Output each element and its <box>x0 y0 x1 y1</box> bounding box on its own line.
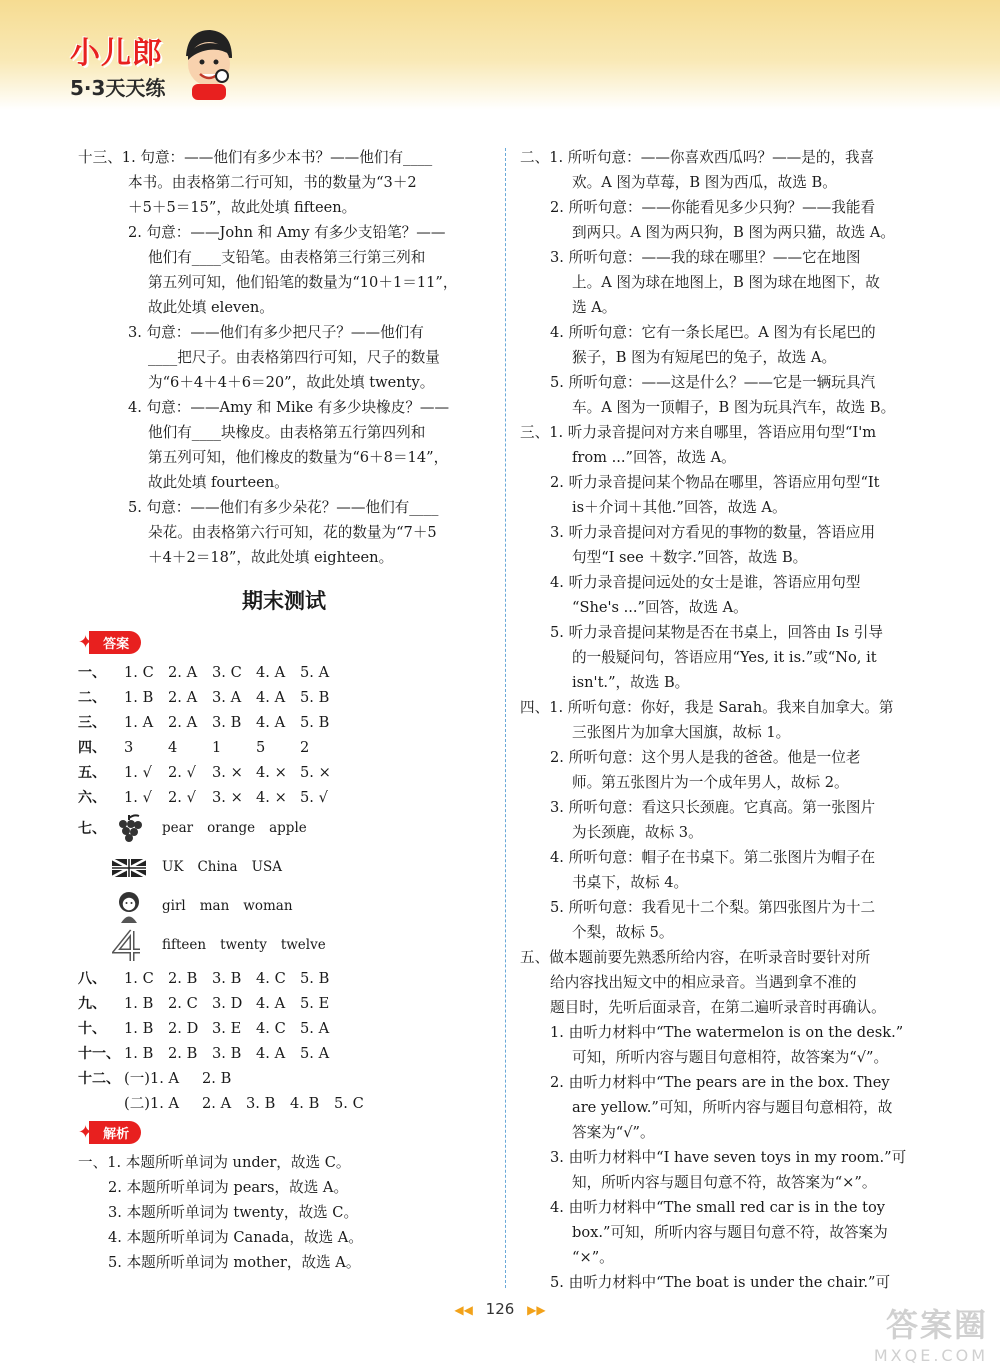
answer-row <box>78 991 490 1016</box>
answer-item: 3 <box>124 739 134 756</box>
q7-words-2: girl man woman <box>162 898 293 914</box>
text-line: “She's ...”回答，故选 A。 <box>572 599 748 616</box>
answer-row <box>78 966 490 991</box>
answer-item: 4. C <box>256 970 286 987</box>
text-line: 句型“I see ＋数字.”回答，故选 B。 <box>572 549 808 566</box>
answer-item: 5. E <box>300 995 330 1012</box>
text-line: from ...”回答，故选 A。 <box>572 449 736 466</box>
text-line: 选 A。 <box>572 299 617 316</box>
answer-row <box>78 685 490 710</box>
grapes-icon <box>112 812 146 846</box>
text-line: 二、1. 所听句意：——你喜欢西瓜吗？——是的，我喜 <box>520 149 875 166</box>
answer-item: 5. B <box>300 970 330 987</box>
brand-logo <box>58 22 248 112</box>
text-line: 4. 本题所听单词为 Canada，故选 A。 <box>108 1229 363 1246</box>
text-line: 3. 本题所听单词为 twenty，故选 C。 <box>108 1204 359 1221</box>
answer-item: 5. × <box>300 764 331 781</box>
text-line: 3. 所听句意：看这只长颈鹿。它真高。第一张图片 <box>550 799 876 816</box>
text-line: 个梨，故标 5。 <box>572 924 674 941</box>
text-line: 4. 所听句意：它有一条长尾巴。A 图为有长尾巴的 <box>550 324 876 341</box>
text-line: 十三、1. 句意：——他们有多少本书？——他们有____ <box>78 149 433 166</box>
text-line: 师。第五张图片为一个成年男人，故标 2。 <box>572 774 849 791</box>
answers-block <box>78 660 490 810</box>
q7-words-0: pear orange apple <box>162 820 307 836</box>
answer-item: 3. B <box>246 1095 276 1112</box>
text-line: 5. 所听句意：我看见十二个梨。第四张图片为十二 <box>550 899 876 916</box>
q1-analysis <box>78 1150 490 1275</box>
text-line: box.”可知，所听内容与题目句意不符，故答案为 <box>572 1224 888 1241</box>
text-line: 四、1. 所听句意：你好，我是 Sarah。我来自加拿大。第 <box>520 699 894 716</box>
q7-row <box>78 888 490 927</box>
answer-item: 5. A <box>300 1020 330 1037</box>
number-four-icon <box>112 929 146 963</box>
text-line: “×”。 <box>572 1249 614 1266</box>
arrow-left-icon: ◀◀ <box>454 1303 473 1317</box>
text-line: 为长颈鹿，故标 3。 <box>572 824 703 841</box>
text-line: 3. 所听句意：——我的球在哪里？——它在地图 <box>550 249 861 266</box>
text-line: 一、1. 本题所听单词为 under，故选 C。 <box>78 1154 351 1171</box>
answer-row <box>78 660 490 685</box>
answers-block-2 <box>78 966 490 1116</box>
answer-item: 1. B <box>124 1045 154 1062</box>
answer-item: 1. B <box>124 689 154 706</box>
right-column <box>520 145 932 1295</box>
answer-item: 1 <box>212 739 222 756</box>
answer-tag-label: 答案 <box>89 631 141 654</box>
q7-label: 七、 <box>78 821 106 837</box>
text-line: 到两只。A 图为两只狗，B 图为两只猫，故选 A。 <box>572 224 896 241</box>
answer-row <box>78 1091 490 1116</box>
watermark <box>788 1300 988 1365</box>
answer-item: 4. B <box>290 1095 320 1112</box>
text-line: 他们有____支铅笔。由表格第三行第三列和 <box>148 249 426 266</box>
text-line: 故此处填 fourteen。 <box>148 474 289 491</box>
text-line: 5. 所听句意：——这是什么？——它是一辆玩具汽 <box>550 374 876 391</box>
text-line: 5. 由听力材料中“The boat is under the chair.”可 <box>550 1274 891 1291</box>
answer-item: 2. B <box>168 1045 198 1062</box>
answer-row <box>78 1066 490 1091</box>
text-line: 2. 句意：——John 和 Amy 有多少支铅笔？—— <box>128 224 446 241</box>
q7-row <box>78 927 490 966</box>
text-line: are yellow.”可知，所听内容与题目句意相符，故 <box>572 1099 893 1116</box>
text-line: 2. 听力录音提问某个物品在哪里，答语应用句型“It <box>550 474 880 491</box>
answer-item: 4 <box>168 739 178 756</box>
answer-row <box>78 785 490 810</box>
answer-item: 4. A <box>256 664 286 681</box>
answer-item: 2. √ <box>168 764 196 781</box>
answer-item: 2 <box>300 739 310 756</box>
answer-item: 2. A <box>168 664 198 681</box>
answer-row <box>78 710 490 735</box>
q7-words-1: UK China USA <box>162 859 282 875</box>
text-line: 4. 听力录音提问远处的女士是谁，答语应用句型 <box>550 574 861 591</box>
logo-subtitle: 5·3天天练 <box>70 76 166 100</box>
left-column <box>78 145 490 1275</box>
text-line: 猴子，B 图为有短尾巴的兔子，故选 A。 <box>572 349 837 366</box>
answer-item: 4. A <box>256 995 286 1012</box>
section-title: 期末测试 <box>242 589 326 613</box>
text-line: 2. 由听力材料中“The pears are in the box. They <box>550 1074 890 1091</box>
answer-item: 3. D <box>212 995 243 1012</box>
answer-item: 4. × <box>256 789 287 806</box>
q7-row <box>78 849 490 888</box>
text-line: 3. 由听力材料中“I have seven toys in my room.”可 <box>550 1149 907 1166</box>
answer-item: 3. C <box>212 664 242 681</box>
page-number: 126 <box>485 1300 515 1318</box>
text-line: 三、1. 听力录音提问对方来自哪里，答语应用句型“I'm <box>520 424 877 441</box>
text-line: 2. 所听句意：这个男人是我的爸爸。他是一位老 <box>550 749 861 766</box>
text-line: 故此处填 eleven。 <box>148 299 274 316</box>
text-line: 4. 由听力材料中“The small red car is in the toy <box>550 1199 886 1216</box>
text-line: 车。A 图为一顶帽子，B 图为玩具汽车，故选 B。 <box>572 399 896 416</box>
answer-row <box>78 760 490 785</box>
answer-item: 3. × <box>212 764 243 781</box>
q7-block <box>78 810 490 966</box>
answer-item: 1. A <box>124 714 154 731</box>
text-line: 5. 本题所听单词为 mother，故选 A。 <box>108 1254 361 1271</box>
text-line: 的一般疑问句，答语应用“Yes, it is.”或“No, it <box>572 649 877 666</box>
text-line: 5. 听力录音提问某物是否在书桌上，回答由 Is 引导 <box>550 624 883 641</box>
text-line: 5. 句意：——他们有多少朵花？——他们有____ <box>128 499 439 516</box>
answer-row-label: 五、 <box>78 765 106 781</box>
answer-item: 2. D <box>168 1020 199 1037</box>
text-line: 三张图片为加拿大国旗，故标 1。 <box>572 724 791 741</box>
answer-item: 5. A <box>300 1045 330 1062</box>
text-line: 书桌下，故标 4。 <box>572 874 689 891</box>
answer-item: 5. √ <box>300 789 328 806</box>
answer-item: 4. A <box>256 1045 286 1062</box>
text-line: 他们有____块橡皮。由表格第五行第四列和 <box>148 424 426 441</box>
answer-item: 4. × <box>256 764 287 781</box>
mascot-boy-icon <box>178 26 238 102</box>
answer-item: 5. C <box>334 1095 364 1112</box>
text-line: ＋5＋5＝15”，故此处填 fifteen。 <box>128 199 357 216</box>
star-icon: ✦ <box>78 1121 94 1143</box>
answer-item: (二)1. A <box>124 1095 180 1112</box>
answer-item: 5. A <box>300 664 330 681</box>
answer-row-label: 一、 <box>78 665 106 681</box>
answer-item: 2. B <box>168 970 198 987</box>
watermark-sub: MXQE.COM <box>873 1346 988 1365</box>
column-divider <box>505 148 506 1288</box>
answer-row-label: 十一、 <box>78 1046 120 1062</box>
text-line: 第五列可知，他们橡皮的数量为“6＋8＝14”， <box>148 449 449 466</box>
arrow-right-icon: ▶▶ <box>527 1303 546 1317</box>
text-line: 上。A 图为球在地图上，B 图为球在地图下，故 <box>572 274 880 291</box>
answer-item: 1. C <box>124 970 154 987</box>
answer-item: 2. A <box>168 714 198 731</box>
text-line: 第五列可知，他们铅笔的数量为“10＋1＝11”， <box>148 274 458 291</box>
answer-tag <box>78 630 141 654</box>
text-line: 知，所听内容与题目句意不符，故答案为“×”。 <box>572 1174 877 1191</box>
text-line: isn't.”，故选 B。 <box>572 674 690 691</box>
text-line: 3. 听力录音提问对方看见的事物的数量，答语应用 <box>550 524 876 541</box>
answer-item: 4. C <box>256 1020 286 1037</box>
text-line: 1. 由听力材料中“The watermelon is on the desk.” <box>550 1024 904 1041</box>
text-line: ＋4＋2＝18”，故此处填 eighteen。 <box>148 549 394 566</box>
text-line: 2. 本题所听单词为 pears，故选 A。 <box>108 1179 349 1196</box>
answer-row-label: 六、 <box>78 790 106 806</box>
answer-row-label: 九、 <box>78 996 106 1012</box>
q13-explanations <box>78 145 490 570</box>
analysis-tag <box>78 1120 141 1144</box>
answer-item: 2. C <box>168 995 198 1012</box>
answer-row-label: 八、 <box>78 971 106 987</box>
answer-item: 5. B <box>300 714 330 731</box>
answer-item: 5. B <box>300 689 330 706</box>
answer-item: 2. √ <box>168 789 196 806</box>
text-line: 题目时，先听后面录音，在第二遍听录音时再确认。 <box>550 999 886 1016</box>
text-line: 朵花。由表格第六行可知，花的数量为“7＋5 <box>148 524 437 541</box>
answer-row-label: 四、 <box>78 740 106 756</box>
answer-item: 3. E <box>212 1020 242 1037</box>
text-line: 欢。A 图为草莓，B 图为西瓜，故选 B。 <box>572 174 837 191</box>
answer-item: 4. A <box>256 714 286 731</box>
answer-item: 3. B <box>212 1045 242 1062</box>
answer-item: (一)1. A <box>124 1070 180 1087</box>
text-line: 2. 所听句意：——你能看见多少只狗？——我能看 <box>550 199 876 216</box>
q7-row <box>78 810 490 849</box>
answer-row-label: 二、 <box>78 690 106 706</box>
text-line: ____把尺子。由表格第四行可知，尺子的数量 <box>148 349 440 366</box>
answer-item: 1. B <box>124 995 154 1012</box>
answer-item: 1. √ <box>124 764 152 781</box>
analysis-tag-label: 解析 <box>89 1121 141 1144</box>
answer-item: 3. × <box>212 789 243 806</box>
answer-row-label: 十、 <box>78 1021 106 1037</box>
answer-row <box>78 1016 490 1041</box>
flag-icon <box>112 851 146 885</box>
answer-row-label: 三、 <box>78 715 106 731</box>
answer-item: 3. A <box>212 689 242 706</box>
q7-words-3: fifteen twenty twelve <box>162 937 326 953</box>
text-line: 为“6＋4＋4＋6＝20”，故此处填 twenty。 <box>148 374 435 391</box>
answer-row <box>78 735 490 760</box>
answer-item: 1. √ <box>124 789 152 806</box>
answer-item: 1. B <box>124 1020 154 1037</box>
answer-row-label: 十二、 <box>78 1071 120 1087</box>
answer-item: 3. B <box>212 714 242 731</box>
watermark-main: 答案圈 <box>885 1306 988 1344</box>
answer-row <box>78 1041 490 1066</box>
answer-item: 2. B <box>202 1070 232 1087</box>
answer-item: 2. A <box>202 1095 232 1112</box>
answer-item: 3. B <box>212 970 242 987</box>
star-icon: ✦ <box>78 631 94 653</box>
answer-item: 5 <box>256 739 266 756</box>
text-line: 五、做本题前要先熟悉所给内容，在听录音时要针对所 <box>520 949 871 966</box>
answer-item: 2. A <box>168 689 198 706</box>
text-line: 4. 句意：——Amy 和 Mike 有多少块橡皮？—— <box>128 399 450 416</box>
text-line: 可知，所听内容与题目句意相符，故答案为“√”。 <box>572 1049 889 1066</box>
text-line: 本书。由表格第二行可知，书的数量为“3＋2 <box>128 174 417 191</box>
answer-item: 4. A <box>256 689 286 706</box>
text-line: 4. 所听句意：帽子在书桌下。第二张图片为帽子在 <box>550 849 876 866</box>
girl-icon <box>112 890 146 924</box>
logo-title: 小儿郎 <box>70 36 163 71</box>
text-line: is＋介词＋其他.”回答，故选 A。 <box>572 499 787 516</box>
text-line: 3. 句意：——他们有多少把尺子？——他们有 <box>128 324 424 341</box>
text-line: 给内容找出短文中的相应录音。当遇到拿不准的 <box>550 974 857 991</box>
text-line: 答案为“√”。 <box>572 1124 655 1141</box>
answer-item: 1. C <box>124 664 154 681</box>
